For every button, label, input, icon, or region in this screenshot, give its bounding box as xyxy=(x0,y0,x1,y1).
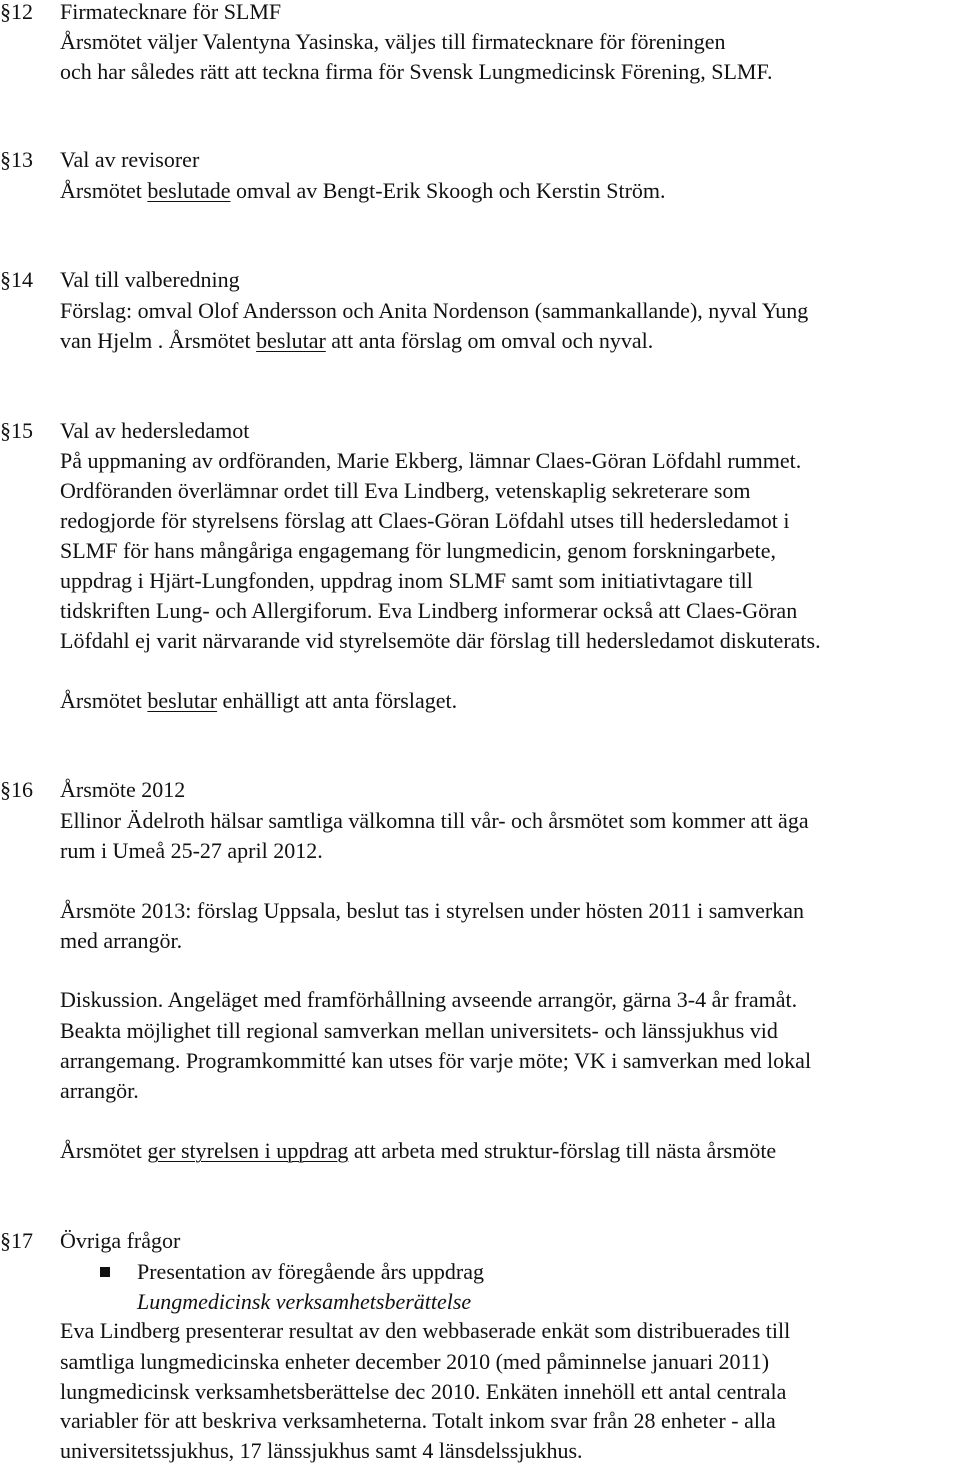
underlined-text: ger styrelsen i uppdrag xyxy=(147,1138,349,1163)
paragraph-line: På uppmaning av ordföranden, Marie Ekberg, lämnar Claes-Göran Löfdahl rummet. xyxy=(60,448,802,473)
text-run: att anta förslag om omval och nyval. xyxy=(325,328,654,353)
section-title: Årsmöte 2012 xyxy=(60,777,186,802)
text-run: Årsmötet xyxy=(60,688,148,713)
text-run: att arbeta med struktur-förslag till nästa årsmöte xyxy=(348,1138,777,1163)
paragraph-line: SLMF för hans mångåriga engagemang för lungmedicin, genom forskningarbete, xyxy=(60,538,777,563)
paragraph-line: Förslag: omval Olof Andersson och Anita Nordenson (sammankallande), nyval Yung xyxy=(60,298,809,323)
section-number: §16 xyxy=(0,777,33,802)
paragraph-line: uppdrag i Hjärt-Lungfonden, uppdrag inom SLMF samt som initiativtagare till xyxy=(60,568,753,593)
paragraph-line: Årsmöte 2013: förslag Uppsala, beslut tas i styrelsen under hösten 2011 i samverkan xyxy=(60,898,804,923)
section-number: §17 xyxy=(0,1228,33,1253)
paragraph-line xyxy=(60,1136,776,1166)
underlined-text: beslutade xyxy=(147,178,231,203)
paragraph-line: lungmedicinsk verksamhetsberättelse dec 2010. Enkäten innehöll ett antal centrala xyxy=(60,1379,787,1404)
section-number: §13 xyxy=(0,147,33,172)
paragraph-line: arrangemang. Programkommitté kan utses för varje möte; VK i samverkan med lokal xyxy=(60,1048,812,1073)
paragraph-line: arrangör. xyxy=(60,1078,139,1103)
paragraph-line: Årsmötet väljer Valentyna Yasinska, väljes till firmatecknare för föreningen xyxy=(60,29,726,54)
paragraph-line: redogjorde för styrelsens förslag att Claes-Göran Löfdahl utses till hedersledamot i xyxy=(60,508,790,533)
bullet-text: Presentation av föregående års uppdrag xyxy=(137,1259,484,1284)
text-run: enhälligt att anta förslaget. xyxy=(217,688,458,713)
section-title: Övriga frågor xyxy=(60,1228,181,1253)
section-title: Val av hedersledamot xyxy=(60,418,250,443)
paragraph-line: tidskriften Lung- och Allergiforum. Eva Lindberg informerar också att Claes-Göran xyxy=(60,598,798,623)
paragraph-line: med arrangör. xyxy=(60,928,183,953)
paragraph-line: och har således rätt att teckna firma för Svensk Lungmedicinsk Förening, SLMF. xyxy=(60,59,773,84)
paragraph-line: Ellinor Ädelroth hälsar samtliga välkomna till vår- och årsmötet som kommer att äga xyxy=(60,808,809,833)
section-title: Val till valberedning xyxy=(60,267,240,292)
paragraph-line: Eva Lindberg presenterar resultat av den webbaserade enkät som distribuerades till xyxy=(60,1318,791,1343)
section-title: Firmatecknare för SLMF xyxy=(60,0,282,24)
text-run: omval av Bengt-Erik Skoogh och Kerstin Ström. xyxy=(230,178,666,203)
paragraph-line: samtliga lungmedicinska enheter december 2010 (med påminnelse januari 2011) xyxy=(60,1349,770,1374)
section-number: §14 xyxy=(0,267,33,292)
section-title: Val av revisorer xyxy=(60,147,200,172)
paragraph-line: Diskussion. Angeläget med framförhållning avseende arrangör, gärna 3-4 år framåt. xyxy=(60,987,798,1012)
underlined-text: beslutar xyxy=(147,688,218,713)
paragraph-line xyxy=(60,686,457,716)
paragraph-line xyxy=(60,176,666,206)
italic-subtitle: Lungmedicinsk verksamhetsberättelse xyxy=(137,1289,472,1314)
paragraph-line: Beakta möjlighet till regional samverkan mellan universitets- och länssjukhus vid xyxy=(60,1018,778,1043)
paragraph-line: universitetssjukhus, 17 länssjukhus samt 4 länsdelssjukhus. xyxy=(60,1438,583,1463)
text-run: Årsmötet xyxy=(60,178,148,203)
square-bullet-icon xyxy=(100,1267,110,1277)
text-run: Årsmötet xyxy=(60,1138,148,1163)
text-run: van Hjelm . Årsmötet xyxy=(60,328,257,353)
section-number: §12 xyxy=(0,0,33,24)
paragraph-line: Ordföranden överlämnar ordet till Eva Lindberg, vetenskaplig sekreterare som xyxy=(60,478,751,503)
paragraph-line: rum i Umeå 25-27 april 2012. xyxy=(60,838,323,863)
section-number: §15 xyxy=(0,418,33,443)
paragraph-line: variabler för att beskriva verksamheterna. Totalt inkom svar från 28 enheter - alla xyxy=(60,1408,776,1433)
paragraph-line xyxy=(60,326,653,356)
underlined-text: beslutar xyxy=(256,328,326,353)
paragraph-line: Löfdahl ej varit närvarande vid styrelsemöte där förslag till hedersledamot diskuterats. xyxy=(60,628,821,653)
